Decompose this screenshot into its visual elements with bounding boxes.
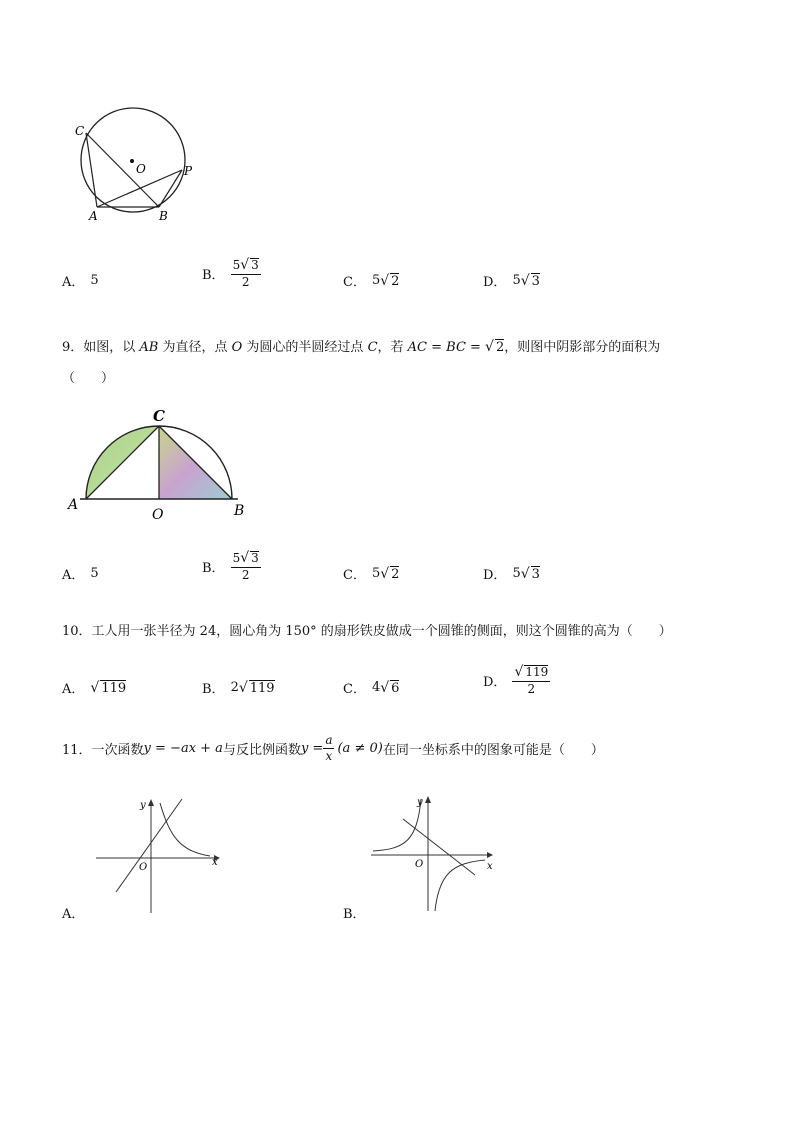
y-axis-label: y	[140, 800, 146, 811]
segment-ca	[86, 133, 97, 207]
denominator: 2	[241, 568, 250, 583]
q9-semicircle-figure	[64, 405, 254, 523]
option-value: 5	[90, 273, 99, 288]
option-label: B．	[202, 268, 225, 284]
hyperbola-branch	[160, 803, 210, 856]
radicand: 3	[251, 258, 259, 272]
coef: 4	[371, 680, 381, 695]
numerator: a	[323, 734, 334, 749]
text: 在同一坐标系中的图象可能是（ ）	[382, 743, 604, 759]
origin-label: O	[415, 859, 424, 870]
option-label: D．	[483, 675, 507, 691]
q9-option-a[interactable]	[62, 564, 99, 583]
x-axis-label: x	[212, 857, 218, 868]
coef: 2	[230, 680, 239, 695]
option-label: C．	[343, 568, 366, 583]
q9-option-d[interactable]: D． 5 √ 3	[483, 565, 540, 583]
label-b: B	[159, 209, 168, 223]
var-o: O	[231, 340, 243, 355]
label-o: O	[136, 162, 146, 176]
option-value: 5	[90, 566, 99, 581]
equation: AC = BC =	[407, 340, 486, 355]
q10-option-d[interactable]	[483, 665, 550, 697]
q9-answer-paren: （ ）	[62, 371, 115, 386]
option-label: A．	[62, 682, 85, 697]
q11-graph-b[interactable]	[365, 793, 500, 913]
option-fraction: $\frac{5√ 3}{2}$	[232, 257, 259, 290]
q10-option-b[interactable]: B． 2 √ 119	[202, 679, 275, 697]
linear-graph	[116, 799, 182, 892]
radicand: 2	[495, 340, 505, 355]
denominator: 2	[241, 275, 250, 290]
label-a: A	[68, 497, 79, 513]
coef: 5	[232, 258, 241, 272]
q8-circle-figure	[70, 95, 210, 230]
text: ，则图中阴影部分的面积为	[504, 340, 661, 355]
q10-option-a[interactable]: A． √ 119	[62, 679, 127, 697]
label-o: O	[152, 507, 164, 523]
q8-option-a[interactable]	[62, 271, 99, 290]
option-label: B．	[202, 561, 225, 577]
y-axis-arrow	[148, 799, 154, 806]
text: 9．如图，以	[62, 340, 140, 355]
q9-option-b[interactable]	[202, 551, 261, 583]
text: 与反比例函数	[222, 743, 301, 759]
radicand: 119	[249, 680, 275, 696]
option-label: C．	[343, 275, 366, 290]
text: ，若	[377, 340, 408, 355]
q8-option-b[interactable]	[202, 258, 261, 290]
condition: (a ≠ 0)	[337, 741, 383, 757]
option-label: A．	[62, 275, 85, 290]
radicand: 6	[391, 680, 400, 696]
coef: 5	[371, 566, 381, 581]
var-c: C	[367, 340, 378, 355]
label-c: C	[153, 407, 165, 425]
label-c: C	[75, 124, 85, 138]
option-label: A．	[62, 568, 85, 583]
coef: 5	[512, 273, 521, 288]
x-axis-label: x	[487, 861, 493, 872]
radicand: 119	[101, 680, 127, 696]
option-label: C．	[343, 682, 366, 697]
x-axis-arrow	[487, 852, 493, 858]
q8-option-c[interactable]: C． 5 √ 2	[343, 272, 400, 290]
y-axis-label: y	[417, 797, 423, 808]
option-fraction: $\frac{√ 119}{2}$	[514, 664, 549, 697]
option-fraction: $\frac{5√ 3}{2}$	[232, 550, 259, 583]
q9-option-c[interactable]: C． 5 √ 2	[343, 565, 400, 583]
q10-stem: 10．工人用一张半径为 24，圆心角为 150° 的扇形铁皮做成一个圆锥的侧面，则这个圆锥的高为（ ）	[62, 624, 672, 639]
origin-label: O	[139, 862, 148, 873]
coef: 5	[232, 551, 241, 565]
radicand: 3	[531, 566, 540, 582]
q8-option-d[interactable]: D． 5 √ 3	[483, 272, 540, 290]
inverse-function-fraction	[323, 734, 334, 763]
text: 为直径，点	[158, 340, 232, 355]
hyperbola-branch-upper-left	[373, 799, 421, 851]
linear-function: y = −ax + a	[143, 741, 223, 757]
inverse-function-lhs: y =	[300, 741, 324, 757]
denominator: 2	[527, 682, 536, 697]
q9-stem: 9．如图，以 AB 为直径，点 O 为圆心的半圆经过点 C，若 AC = BC = √ 2，则图中阴影部分的面积为	[62, 339, 661, 355]
radicand: 3	[251, 551, 259, 565]
option-label: D．	[483, 568, 507, 583]
label-p: P	[184, 164, 193, 178]
option-label: B．	[202, 682, 225, 697]
radicand: 119	[525, 665, 549, 679]
radicand: 2	[391, 273, 400, 289]
q11-stem	[62, 734, 604, 763]
y-axis-arrow	[425, 796, 431, 803]
radicand: 3	[531, 273, 540, 289]
q10-option-c[interactable]: C． 4 √ 6	[343, 679, 400, 697]
radicand: 2	[391, 566, 400, 582]
linear-graph	[403, 819, 475, 875]
label-b: B	[234, 503, 245, 519]
var-ab: AB	[139, 340, 159, 355]
option-label: D．	[483, 275, 507, 290]
center-dot	[130, 159, 134, 163]
text: 11．一次函数	[62, 743, 144, 759]
coef: 5	[371, 273, 381, 288]
q11-graph-b-label: B．	[343, 907, 366, 922]
hyperbola-branch-lower-right	[435, 860, 485, 911]
label-a: A	[89, 209, 98, 223]
q11-graph-a[interactable]	[90, 797, 225, 917]
coef: 5	[512, 566, 521, 581]
denominator: x	[325, 749, 333, 764]
q11-graph-a-label: A．	[62, 907, 85, 922]
text: 为圆心的半圆经过点	[242, 340, 368, 355]
